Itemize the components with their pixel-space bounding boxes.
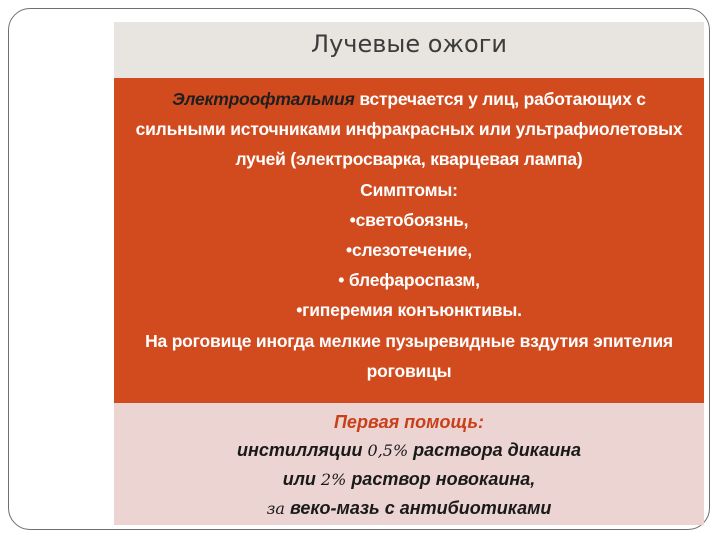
description-box bbox=[114, 78, 704, 403]
symptom-item: •слезотечение, bbox=[346, 240, 472, 261]
symptoms-title: Симптомы: bbox=[360, 179, 458, 200]
symptom-item: • блефароспазм, bbox=[338, 270, 480, 291]
text-fragment: раствор новокаина, bbox=[346, 469, 536, 489]
first-aid-heading: Первая помощь: bbox=[333, 412, 484, 432]
text-line bbox=[114, 494, 704, 523]
text-line: сильными источниками инфракрасных или ультрафиолетовых bbox=[135, 119, 683, 140]
symptom-item: •светобоязнь, bbox=[349, 209, 469, 230]
text-fragment: за bbox=[266, 499, 290, 518]
title-band bbox=[114, 22, 704, 78]
text-fragment: 2% bbox=[320, 470, 347, 489]
text-line bbox=[118, 84, 700, 114]
text-fragment: 0,5% bbox=[367, 441, 409, 460]
text-line: лучей (электросварка, кварцевая лампа) bbox=[235, 149, 583, 170]
text-line: роговицы bbox=[366, 360, 452, 381]
text-fragment: встречается у лиц, работающих с bbox=[354, 89, 646, 109]
text-line bbox=[114, 436, 704, 465]
text-line bbox=[114, 465, 704, 494]
page-title: Лучевые ожоги bbox=[311, 30, 507, 58]
symptom-item: •гиперемия конъюнктивы. bbox=[296, 300, 522, 321]
text-fragment: или bbox=[282, 469, 321, 489]
text-line: На роговице иногда мелкие пузыревидные вздутия эпителия bbox=[145, 330, 673, 351]
term-text: Электроофтальмия bbox=[172, 89, 355, 109]
text-fragment: веко-мазь с антибиотиками bbox=[289, 498, 552, 518]
first-aid-box bbox=[114, 403, 704, 525]
text-fragment: инстилляции bbox=[237, 440, 368, 460]
text-fragment: раствора дикаина bbox=[408, 440, 581, 460]
